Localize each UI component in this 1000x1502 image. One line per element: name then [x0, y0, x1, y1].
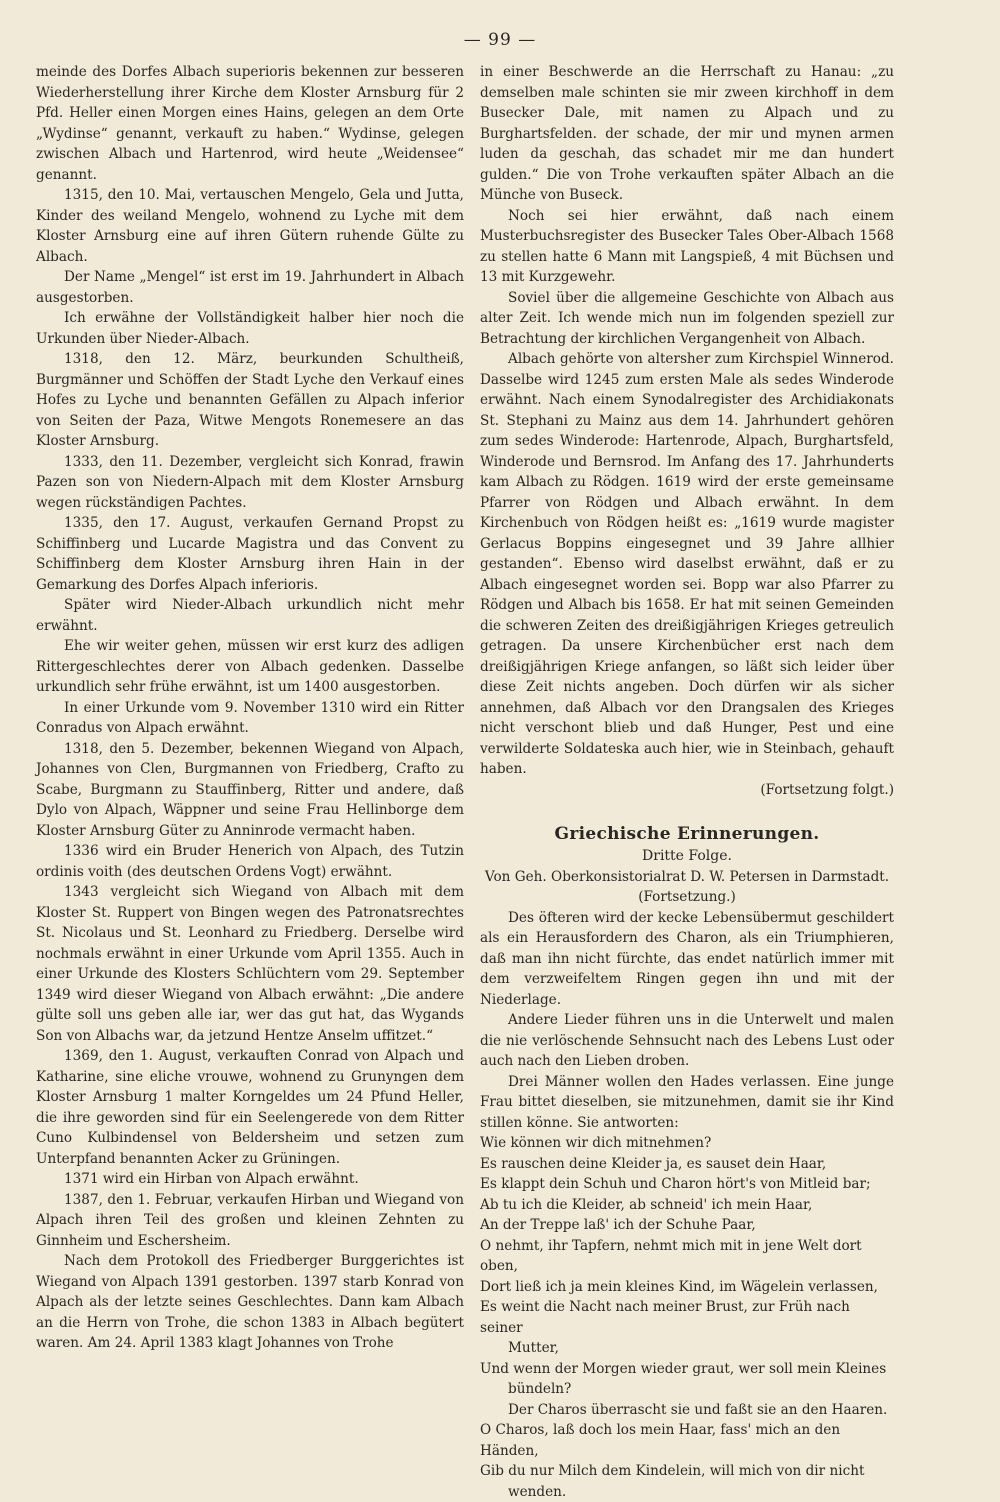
paragraph: Drei Männer wollen den Hades verlassen. Eine junge Frau bittet dieselben, sie mitzunehmen, damit sie ihr Kind stillen könne. Sie antworten: [480, 1072, 894, 1134]
paragraph: Albach gehörte von altersher zum Kirchspiel Winnerod. Dasselbe wird 1245 zum ersten Male als sedes Winderode erwähnt. Nach einem Synodalregister des Archidiakonats St. Stephani zu Mainz aus dem 14. Jahrhundert gehören zum sedes Winderode: Hartenrode, Alpach, Burghartsfeld, Winderode und Bernsrod. Im Anfang des 17. Jahrhunderts kam Albach zu Rödgen. 1619 wird der erste gemeinsame Pfarrer von Rödgen und Albach erwähnt. In dem Kirchenbuch von Rödgen heißt es: „1619 wurde magister Gerlacus Boppins eingesegnet und 39 Jahre allhier gestanden“. Ebenso wird daselbst erwähnt, daß er zu Albach eingesegnet worden sei. Bopp war also Pfarrer zu Rödgen und Albach bis 1658. Er hat mit seinen Gemeinden die schweren Zeiten des dreißigjährigen Krieges getreulich getragen. Da unsere Kirchenbücher erst nach dem dreißigjährigen Kriege anfangen, so läßt sich leider über diese Zeit nichts angeben. Doch dürfen wir als sicher annehmen, daß Albach vor den Drangsalen des Krieges nicht verschont blieb und daß Hunger, Pest und eine verwilderte Soldateska auch hier, wie in Steinbach, gehauft haben. [480, 349, 894, 780]
verse-line: An der Treppe laß' ich der Schuhe Paar, [480, 1215, 894, 1236]
paragraph: in einer Beschwerde an die Herrschaft zu Hanau: „zu demselben male schinten sie mir zween kirchhoff in dem Busecker Dale, mit namen zu Alpach und zu Burghartsfelden. der schade, der mir und mynen armen luden da geschah, das schadet mir me dan hundert gulden.“ Die von Trohe verkauften später Albach an die Münche von Buseck. [480, 62, 894, 206]
verse-line: Ab tu ich die Kleider, ab schneid' ich mein Haar, [480, 1195, 894, 1216]
fortsetzung-label: (Fortsetzung.) [480, 887, 894, 908]
paragraph: 1371 wird ein Hirban von Alpach erwähnt. [36, 1169, 464, 1190]
verse-line: Es rauschen deine Kleider ja, es sauset dein Haar, [480, 1154, 894, 1175]
verse-line: Und wenn der Morgen wieder graut, wer soll mein Kleines [480, 1359, 894, 1380]
paragraph: Ich erwähne der Vollständigkeit halber hier noch die Urkunden über Nieder-Albach. [36, 308, 464, 349]
paragraph: 1336 wird ein Bruder Henerich von Alpach, des Tutzin ordinis voith (des deutschen Ordens Vogt) erwähnt. [36, 841, 464, 882]
paragraph: Der Name „Mengel“ ist erst im 19. Jahrhundert in Albach ausgestorben. [36, 267, 464, 308]
verse-line: Wie können wir dich mitnehmen? [480, 1133, 894, 1154]
paragraph: 1318, den 5. Dezember, bekennen Wiegand von Alpach, Johannes von Clen, Burgmannen von Friedberg, Crafto zu Scabe, Burgmann zu Stauffinberg, Ritter und andere, daß Dylo von Alpach, Wäppner und seine Frau Hellinborge dem Kloster Arnsburg Güter zu Anninrode vermacht haben. [36, 739, 464, 842]
verse-line: bündeln? [480, 1379, 894, 1400]
verse-line: O nehmt, ihr Tapfern, nehmt mich mit in jene Welt dort oben, [480, 1236, 894, 1277]
paragraph: In einer Urkunde vom 9. November 1310 wird ein Ritter Conradus von Alpach erwähnt. [36, 698, 464, 739]
continued-note: (Fortsetzung folgt.) [480, 780, 894, 801]
verse-line: Mutter, [480, 1338, 894, 1359]
verse-line: Gib du nur Milch dem Kindelein, will mich von dir nicht [480, 1461, 894, 1482]
verse-line: Es weint die Nacht nach meiner Brust, zur Früh nach seiner [480, 1297, 894, 1338]
paragraph: 1333, den 11. Dezember, vergleicht sich Konrad, frawin Pazen son von Niedern-Alpach mit dem Kloster Arnsburg wegen rückständigen Pachtes. [36, 452, 464, 514]
verse-line: Dort ließ ich ja mein kleines Kind, im Wägelein verlassen, [480, 1277, 894, 1298]
paragraph: Nach dem Protokoll des Friedberger Burggerichtes ist Wiegand von Alpach 1391 gestorben. 1397 starb Konrad von Alpach als der letzte seines Geschlechtes. Dann kam Albach an die Herrn von Trohe, die schon 1383 in Albach begütert waren. Am 24. April 1383 klagt Johannes von Trohe [36, 1251, 464, 1354]
paragraph: meinde des Dorfes Albach superioris bekennen zur besseren Wiederherstellung ihrer Kirche dem Kloster Arnsburg für 2 Pfd. Heller einen Morgen eines Hains, gelegen an dem Orte „Wydinse“ genannt, verkauft zu haben.“ Wydinse, gelegen zwischen Albach und Hartenrod, wird heute „Weidensee“ genannt. [36, 62, 464, 185]
paragraph: Soviel über die allgemeine Geschichte von Albach aus alter Zeit. Ich wende mich nun im folgenden speziell zur Betrachtung der kirchlichen Vergangenheit von Albach. [480, 288, 894, 350]
article-subtitle: Dritte Folge. [480, 846, 894, 867]
paragraph: Später wird Nieder-Albach urkundlich nicht mehr erwähnt. [36, 595, 464, 636]
page-number: — 99 — [0, 30, 1000, 50]
paragraph: 1343 vergleicht sich Wiegand von Albach mit dem Kloster St. Ruppert von Bingen wegen des Patronatsrechtes St. Nicolaus und St. Leonhard zu Friedberg. Derselbe wird nochmals erwähnt in einer Urkunde vom April 1355. Auch in einer Urkunde des Klosters Schlüchtern vom 29. September 1349 wird dieser Wiegand von Albach erwähnt: „Die andere gülte soll uns geben alle iar, wer das gut hat, das Wygands Son von Albachs war, da jetzund Hentze Anselm uffitzet.“ [36, 882, 464, 1046]
paragraph: Andere Lieder führen uns in die Unterwelt und malen die nie verlöschende Sehnsucht nach des Lebens Lust oder auch nach den Lieben droben. [480, 1010, 894, 1072]
paragraph: 1318, den 12. März, beurkunden Schultheiß, Burgmänner und Schöffen der Stadt Lyche den Verkauf eines Hofes zu Lyche und benannten Gefällen zu Alpach inferior von Seiten der Paza, Witwe Mengots Ronemesere an das Kloster Arnsburg. [36, 349, 464, 452]
narration-line: Der Charos überrascht sie und faßt sie an den Haaren. [480, 1400, 894, 1421]
paragraph: 1369, den 1. August, verkauften Conrad von Alpach und Katharine, sine eliche vrouwe, wohnend zu Grunyngen dem Kloster Arnsburg 1 malter Korngeldes um 24 Pfund Heller, die ihre geworden sind für ein Seelengerede von dem Ritter Cuno Kulbindensel von Beldersheim und setzen zum Unterpfand benannten Acker zu Grüningen. [36, 1046, 464, 1169]
verse-line: Es klappt dein Schuh und Charon hört's von Mitleid bar; [480, 1174, 894, 1195]
author-line: Von Geh. Oberkonsistorialrat D. W. Petersen in Darmstadt. [480, 867, 894, 888]
paragraph: 1387, den 1. Februar, verkaufen Hirban und Wiegand von Alpach ihren Teil des großen und kleinen Zehnten zu Ginnheim und Eschersheim. [36, 1190, 464, 1252]
paragraph: 1315, den 10. Mai, vertauschen Mengelo, Gela und Jutta, Kinder des weiland Mengelo, wohnend zu Lyche mit dem Kloster Arnsburg eine auf ihren Gütern ruhende Gülte zu Albach. [36, 185, 464, 267]
paragraph: Ehe wir weiter gehen, müssen wir erst kurz des adligen Rittergeschlechtes derer von Albach gedenken. Dasselbe urkundlich sehr frühe erwähnt, ist um 1400 ausgestorben. [36, 636, 464, 698]
left-column [36, 62, 464, 1354]
right-column [480, 62, 894, 1502]
article-title: Griechische Erinnerungen. [480, 822, 894, 846]
verse-line: wenden. [480, 1482, 894, 1502]
paragraph: Noch sei hier erwähnt, daß nach einem Musterbuchsregister des Busecker Tales Ober-Albach 1568 zu stellen hatte 6 Mann mit Langspieß, 4 mit Büchsen und 13 mit Kurzgewehr. [480, 206, 894, 288]
paragraph: Des öfteren wird der kecke Lebensübermut geschildert als ein Herausfordern des Charon, als ein Triumphieren, daß man ihn nicht fürchte, das endet natürlich immer mit dem verzweifeltem Ringen gegen ihn und mit der Niederlage. [480, 908, 894, 1011]
verse-line: O Charos, laß doch los mein Haar, fass' mich an den Händen, [480, 1420, 894, 1461]
paragraph: 1335, den 17. August, verkaufen Gernand Propst zu Schiffinberg und Lucarde Magistra und das Convent zu Schiffinberg dem Kloster Arnsburg ihren Hain in der Gemarkung des Dorfes Alpach inferioris. [36, 513, 464, 595]
